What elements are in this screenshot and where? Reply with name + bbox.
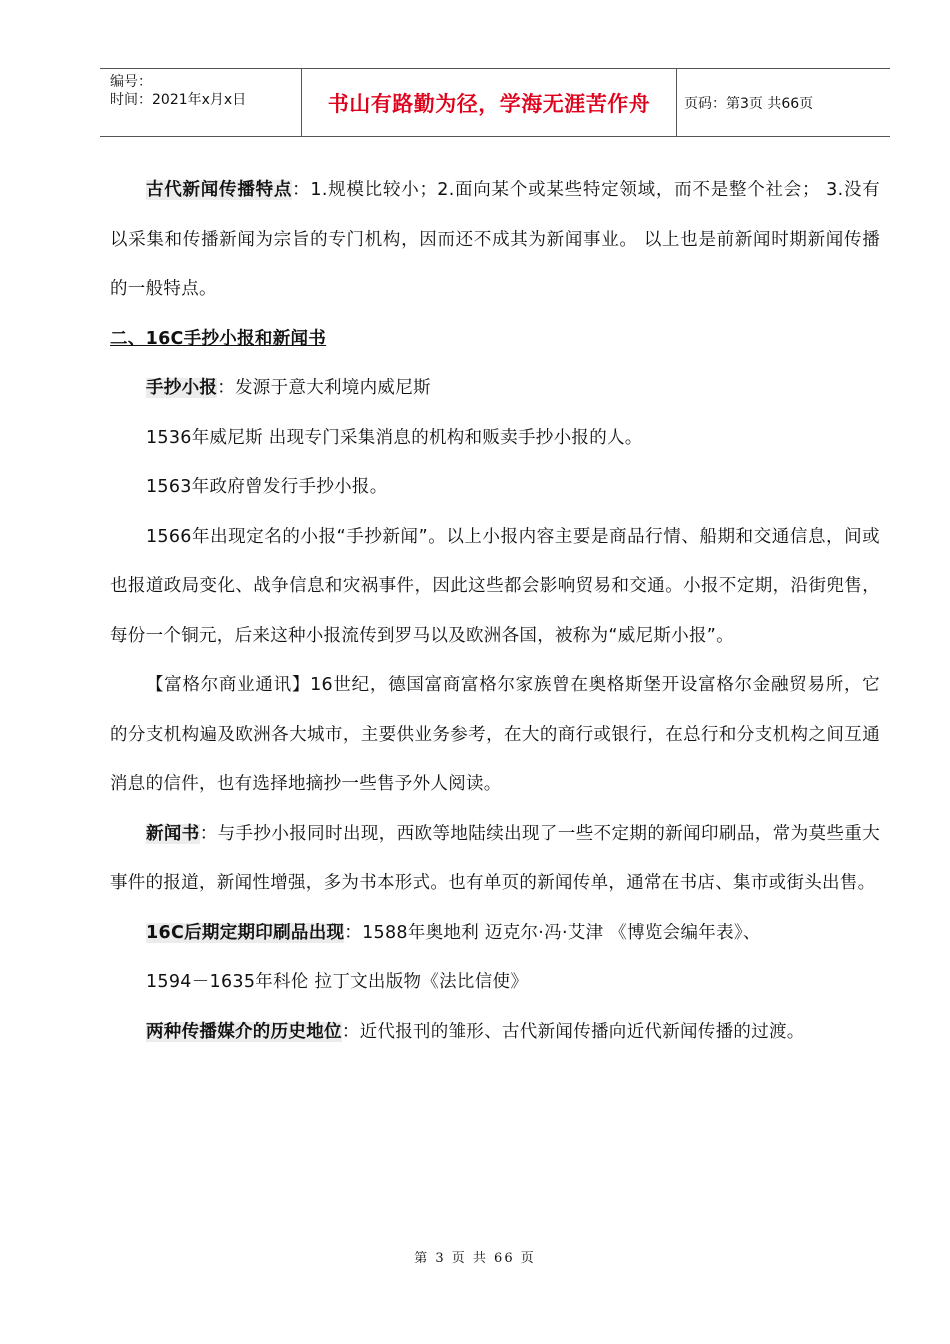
paragraph — [110, 1008, 880, 1058]
paragraph — [110, 364, 880, 414]
term-label: 两种传播媒介的历史地位 — [146, 1021, 342, 1042]
date-label: 时间：2021年x月x日 — [110, 92, 247, 108]
paragraph: 1594－1635年科伦 拉丁文出版物《法比信使》 — [146, 972, 529, 992]
document-body — [110, 166, 880, 1057]
section-heading — [110, 315, 880, 365]
term-label: 古代新闻传播特点 — [146, 180, 293, 200]
number-label: 编号： — [110, 74, 152, 90]
paragraph-text: ：与手抄小报同时出现，西欧等地陆续出现了一些不定期的新闻印刷品，常为莫些重大事件的报道，新闻性增强，多为书本形式。也有单页的新闻传单，通常在书店、集市或街头出售。 — [110, 823, 880, 893]
page-footer: 第 3 页 共 66 页 — [414, 1251, 536, 1266]
paragraph-text: ：近代报刊的雏形、古代新闻传播向近代新闻传播的过渡。 — [341, 1021, 805, 1042]
paragraph: 1566年出现定名的小报“手抄新闻”。以上小报内容主要是商品行情、船期和交通信息，间或也报道政局变化、战争信息和灾祸事件，因此这些都会影响贸易和交通。小报不定期，沿街兜售，每份一个铜元，后来这种小报流传到罗马以及欧洲各国，被称为“威尼斯小报”。 — [110, 526, 880, 646]
term-label: 手抄小报 — [146, 378, 218, 398]
header-meta — [100, 69, 300, 140]
paragraph — [110, 810, 880, 909]
paragraph — [110, 166, 880, 315]
section-heading-text: 二、16C手抄小报和新闻书 — [110, 328, 327, 349]
page-header — [100, 68, 890, 137]
paragraph — [110, 909, 880, 959]
paragraph-text: ：1588年奥地利 迈克尔·冯·艾津 《博览会编年表》、 — [344, 922, 761, 943]
paragraph: 1563年政府曾发行手抄小报。 — [146, 477, 388, 497]
paragraph-text: ：发源于意大利境内威尼斯 — [217, 378, 431, 398]
paragraph: 1536年威尼斯 出现专门采集消息的机构和贩卖手抄小报的人。 — [146, 427, 643, 448]
term-label: 16C后期定期印刷品出现 — [146, 922, 345, 943]
paragraph-text: ：1.规模比较小；2.面向某个或某些特定领域，而不是整个社会； 3.没有以采集和传播新闻为宗旨的专门机构，因而还不成其为新闻事业。 以上也是前新闻时期新闻传播的一般特点。 — [110, 180, 881, 299]
header-motto: 书山有路勤为径，学海无涯苦作舟 — [301, 69, 677, 136]
paragraph: 【富格尔商业通讯】16世纪，德国富商富格尔家族曾在奥格斯堡开设富格尔金融贸易所，它的分支机构遍及欧洲各大城市，主要供业务参考，在大的商行或银行，在总行和分支机构之间互通消息的信件，也有选择地摘抄一些售予外人阅读。 — [110, 675, 880, 794]
term-label: 新闻书 — [146, 823, 200, 844]
header-page-info: 页码：第3页 共66页 — [684, 95, 814, 112]
